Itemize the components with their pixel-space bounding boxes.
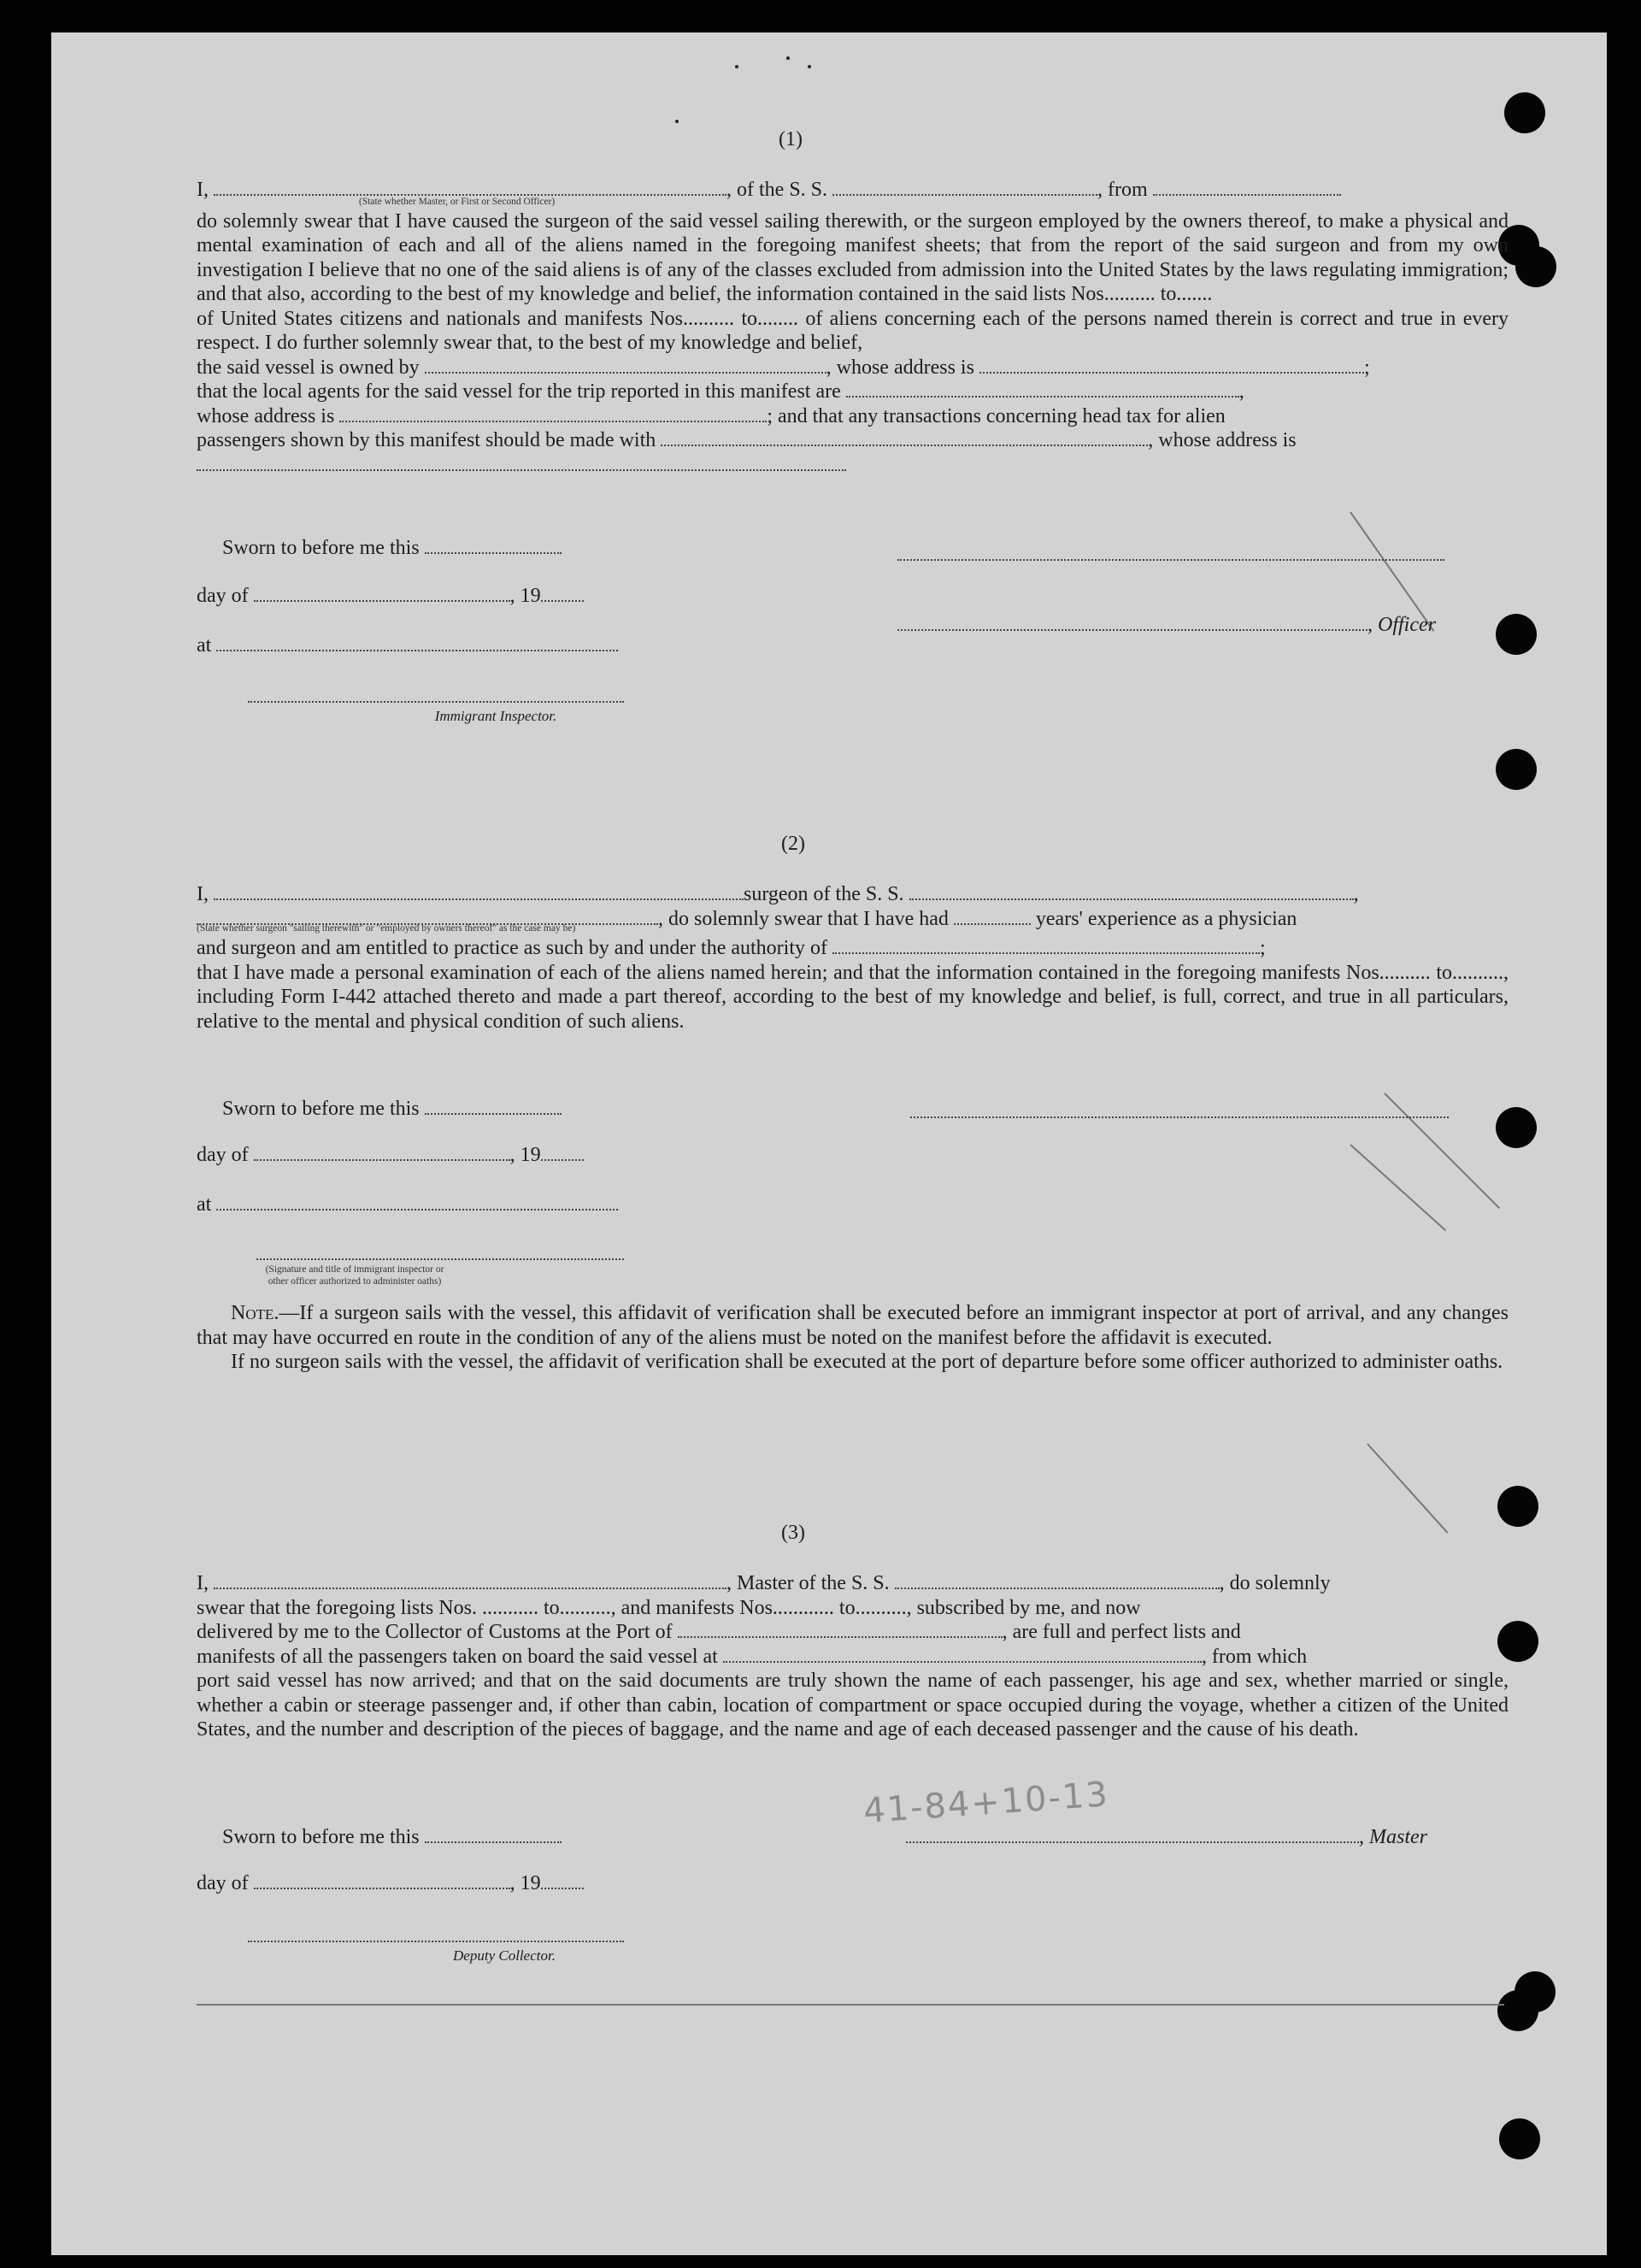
surgeon-of-label: surgeon of the S. S.	[744, 883, 904, 905]
handwritten-annotation: 41-84+10-13	[862, 1775, 1111, 1831]
master-name-blank[interactable]	[214, 1572, 726, 1589]
line-delivered: delivered by me to the Collector of Customs at the Port of , are full and perfect lists and	[197, 1621, 1241, 1643]
years-blank[interactable]	[954, 908, 1031, 925]
master-ship-blank[interactable]	[895, 1572, 1220, 1589]
speck	[786, 56, 790, 60]
line-address-end	[197, 453, 1509, 478]
day-blank[interactable]	[254, 585, 510, 602]
of-ss-label: , of the S. S.	[726, 179, 828, 201]
officer-signature-line-top	[897, 557, 1444, 561]
whose-address-end-label: , whose address is	[1148, 429, 1297, 451]
surgeon-ship-blank[interactable]	[909, 883, 1354, 900]
note-label: Note.	[231, 1302, 279, 1324]
line-surgeon-of: I, surgeon of the S. S. ,	[197, 883, 1359, 905]
speck	[808, 65, 811, 68]
section1-body2: of United States citizens and nationals and manifests Nos.......... to........ of aliens concerning each of the persons named therein is correct and true in every respect. I do further solemnly swear that, to the best of my knowledge and belief,	[197, 307, 1509, 354]
owner-address-blank[interactable]	[979, 356, 1364, 374]
line-manifests-of: manifests of all the passengers taken on board the said vessel at , from which	[197, 1645, 1308, 1668]
owned-by-label: the said vessel is owned by	[197, 356, 420, 379]
owner-blank[interactable]	[425, 356, 826, 374]
officer-signature: , Officer	[897, 614, 1436, 637]
officer-blank[interactable]	[897, 614, 1368, 631]
from-blank[interactable]	[1153, 179, 1341, 196]
section-number: (1)	[779, 128, 803, 150]
year-blank[interactable]	[541, 1144, 584, 1161]
line-master-of	[197, 178, 1509, 203]
local-agents-label: that the local agents for the said vessel for the trip reported in this manifest are	[197, 380, 841, 403]
section-1	[197, 178, 1509, 477]
head-tax-label: ; and that any transactions concerning head tax for alien	[767, 404, 1226, 427]
whose-address-is-label: whose address is	[197, 404, 335, 427]
punch-hole	[1515, 246, 1556, 287]
line-experience: , do solemnly swear that I have had years' experience as a physician	[197, 907, 1509, 932]
note-paragraph-2: If no surgeon sails with the vessel, the affidavit of verification shall be executed at the port of departure before some officer authorized to administer oaths.	[231, 1351, 1503, 1373]
deputy-signature-line	[248, 1939, 624, 1942]
embark-port-blank[interactable]	[723, 1646, 1202, 1663]
line-agent-address	[197, 404, 1509, 429]
ship-blank[interactable]	[832, 179, 1097, 196]
swear-line: swear that the foregoing lists Nos. ........... to.........., and manifests Nos............ to.........., subscribed by me, and now	[197, 1596, 1141, 1619]
surgeon-note: (State whether surgeon "sailing therewith" or "employed by owners thereof" as the case may be)	[197, 923, 576, 934]
sworn-2: Sworn to before me this	[222, 1098, 562, 1121]
master-signature: , Master	[906, 1826, 1427, 1849]
sworn-1: Sworn to before me this	[222, 537, 562, 560]
note-block	[197, 1301, 1509, 1375]
section-3	[197, 1571, 1509, 1742]
section1-body: do solemnly swear that I have caused the surgeon of the said vessel sailing therewith, or the surgeon employed by the owners thereof, to make a physical and mental examination of each and all of the aliens named in the foregoing manifest sheets; that from the report of the said surgeon and from my own investigation I believe that no one of the said aliens is of any of the classes excluded from admission into the United States by the laws regulating immigration; and that also, according to the best of my knowledge and belief, the information contained in the said lists Nos.......... to.......	[197, 209, 1509, 305]
from-label: , from	[1097, 179, 1148, 201]
section-2	[197, 882, 1509, 1034]
at-2: at	[197, 1193, 618, 1216]
surgeon-signature-line	[910, 1115, 1449, 1118]
inspector-caption: Immigrant Inspector.	[434, 708, 557, 724]
transactions-blank[interactable]	[661, 429, 1148, 446]
speck	[735, 65, 738, 68]
sworn-date-blank[interactable]	[425, 1098, 562, 1115]
punch-hole	[1496, 614, 1537, 655]
line-owned-by: the said vessel is owned by , whose address is ;	[197, 356, 1370, 379]
master-blank[interactable]	[906, 1826, 1359, 1843]
sworn-date-blank[interactable]	[425, 1826, 562, 1843]
punch-hole	[1499, 2118, 1540, 2159]
day-of-2: day of , 19	[197, 1144, 584, 1167]
line-practice: and surgeon and am entitled to practice as such by and under the authority of ;	[197, 937, 1266, 959]
place-blank[interactable]	[216, 634, 618, 651]
authority-blank[interactable]	[832, 937, 1260, 954]
year-blank[interactable]	[541, 1872, 584, 1889]
final-address-blank[interactable]	[197, 454, 846, 471]
place-blank[interactable]	[216, 1193, 618, 1211]
note-paragraph	[197, 1301, 1509, 1350]
punch-hole	[1496, 1107, 1537, 1148]
day-blank[interactable]	[254, 1144, 510, 1161]
note-text: —If a surgeon sails with the vessel, this affidavit of verification shall be executed before an immigrant inspector at port of arrival, and any changes that may have occurred en route in the condition of any of the aliens must be noted on the manifest before the affidavit is executed.	[197, 1302, 1509, 1349]
name-blank[interactable]	[214, 179, 726, 196]
year-blank[interactable]	[541, 585, 584, 602]
speck	[675, 120, 679, 123]
section-number: (2)	[781, 833, 805, 855]
officer-note: (State whether Master, or First or Second Officer)	[359, 196, 556, 207]
deputy-caption: Deputy Collector.	[453, 1947, 556, 1964]
form-page	[51, 32, 1607, 2255]
surgeon-status-blank[interactable]	[197, 908, 658, 925]
punch-hole	[1504, 92, 1545, 133]
day-blank[interactable]	[254, 1872, 510, 1889]
section2-body: that I have made a personal examination of each of the aliens named herein; and that the information contained in the foregoing manifests Nos.......... to.........., including Form I-442 attached thereto and made a part thereof, according to the best of my knowledge and belief, is full, correct, and true in all particulars, relative to the mental and physical condition of such aliens.	[197, 961, 1509, 1033]
line-passengers	[197, 428, 1509, 453]
signature-caption: (Signature and title of immigrant inspector or other officer authorized to administer oaths)	[265, 1264, 444, 1287]
whose-address-label: , whose address is	[826, 356, 974, 379]
day-of-1: day of , 19	[197, 585, 584, 608]
agents-blank[interactable]	[846, 380, 1239, 398]
section3-body: port said vessel has now arrived; and that on the said documents are truly shown the name of each passenger, his age and sex, whether married or single, whether a cabin or steerage passenger and, if other than cabin, location of compartment or space occupied during the voyage, whether a citizen of the United States, and the number and description of the pieces of baggage, and the name and age of each deceased passenger and the cause of his death.	[197, 1670, 1509, 1741]
punch-hole	[1496, 749, 1537, 790]
at-1: at	[197, 634, 618, 657]
section-number: (3)	[781, 1522, 805, 1544]
bleed-mark	[1350, 1144, 1446, 1231]
i-label: I,	[197, 179, 209, 201]
inspector-signature-line	[248, 699, 624, 703]
agent-address-blank[interactable]	[339, 405, 767, 422]
sworn-date-blank[interactable]	[425, 537, 562, 554]
bleed-mark	[1367, 1443, 1448, 1533]
day-of-3: day of , 19	[197, 1872, 584, 1895]
sworn-3: Sworn to before me this	[222, 1826, 562, 1849]
punch-hole	[1497, 1990, 1538, 2031]
oath-officer-signature-line	[256, 1257, 624, 1260]
port-blank[interactable]	[678, 1621, 1003, 1638]
line-master-of-ss: I, , Master of the S. S. , do solemnly	[197, 1572, 1331, 1594]
punch-hole	[1497, 1486, 1538, 1527]
bottom-rule	[197, 2004, 1504, 2006]
surgeon-name-blank[interactable]	[214, 883, 744, 900]
line-local-agents: that the local agents for the said vessel for the trip reported in this manifest are ,	[197, 380, 1244, 403]
passengers-label: passengers shown by this manifest should be made with	[197, 429, 656, 451]
